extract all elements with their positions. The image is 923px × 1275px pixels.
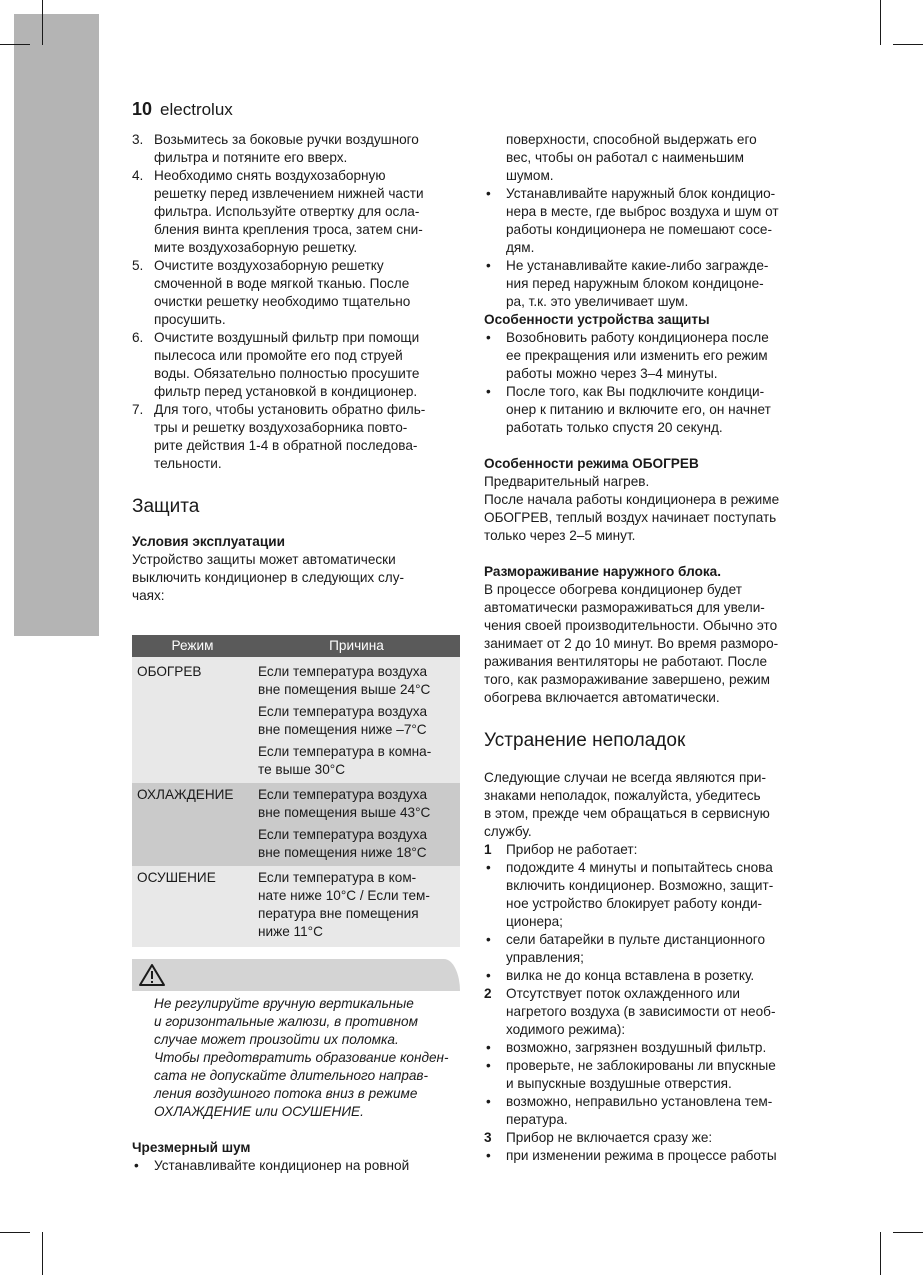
text-line: работать только спустя 20 секунд. <box>506 420 723 435</box>
text-line: пература вне помещения <box>258 906 419 921</box>
text-line: работы кондиционера не помешают сосе- <box>506 222 772 237</box>
text-line: Устройство защиты может автоматически <box>132 552 396 567</box>
text-line: вне помещения выше 43°C <box>258 805 431 820</box>
text-line: После начала работы кондиционера в режиме <box>484 492 780 507</box>
text-line: • вилка не до конца вставлена в розетку. <box>506 968 755 983</box>
text-line: очистки решетку необходимо тщательно <box>154 294 411 309</box>
text-line: чаях: <box>132 588 165 603</box>
text-line: тельности. <box>154 456 222 471</box>
heat-text <box>484 473 814 545</box>
text-line: ОБОГРЕВ, теплый воздух начинает поступать <box>484 510 777 525</box>
table-row <box>132 657 460 703</box>
text-line: Отсутствует поток охлажденного или <box>506 986 740 1001</box>
table-row <box>132 866 460 947</box>
crop-mark <box>893 1232 923 1233</box>
crop-mark <box>42 1232 43 1275</box>
cell-mode <box>132 826 253 866</box>
cell-mode: ОХЛАЖДЕНИЕ <box>132 783 253 826</box>
text-line: нера в месте, где выброс воздуха и шум от <box>506 204 779 219</box>
text-line: выключить кондиционер в следующих слу- <box>132 570 405 585</box>
text-line: нате ниже 10°C / Если тем- <box>258 888 430 903</box>
cell-reason <box>253 657 460 703</box>
text-line: Предварительный нагрев. <box>484 474 650 489</box>
text-line: • подождите 4 минуты и попытайтесь снова <box>506 860 773 875</box>
defrost-text <box>484 581 814 707</box>
step-item <box>132 329 462 401</box>
noise-continued <box>484 131 814 185</box>
text-line: решетку перед извлечением нижней части <box>154 186 424 201</box>
text-line: Следующие случаи не всегда являются при- <box>484 770 766 785</box>
text-line: В процессе обогрева кондиционер будет <box>484 582 742 597</box>
text-line: занимает от 2 до 10 минут. Во время разморо- <box>484 636 779 651</box>
text-line: фильтра и потяните его вверх. <box>154 150 348 165</box>
list-item <box>484 931 814 967</box>
text-line: дям. <box>506 240 535 255</box>
step-number: 6. <box>132 330 144 345</box>
text-line: Прибор не работает: <box>506 842 638 857</box>
text-line: Не регулируйте вручную вертикальные <box>154 996 414 1011</box>
text-line: • возможно, неправильно установлена тем- <box>506 1094 773 1109</box>
text-line: Очистите воздушный фильтр при помощи <box>154 330 420 345</box>
text-line: ее прекращения или изменить его режим <box>506 348 768 363</box>
crop-mark <box>42 0 43 45</box>
table-row <box>132 703 460 743</box>
cell-reason <box>253 743 460 783</box>
text-line: Если температура воздуха <box>258 827 427 842</box>
text-line: Возьмитесь за боковые ручки воздушного <box>154 132 419 147</box>
text-line: рите действия 1-4 в обратной последова- <box>154 438 418 453</box>
text-line: и выпускные воздушные отверстия. <box>506 1076 732 1091</box>
text-line: работы можно через 3–4 минуты. <box>506 366 718 381</box>
trouble-item-number: 2 <box>484 986 492 1001</box>
text-line: бления винта крепления троса, затем сни- <box>154 222 423 237</box>
text-line: Если температура в ком- <box>258 870 417 885</box>
list-item <box>484 967 814 985</box>
text-line: поверхности, способной выдержать его <box>506 132 757 147</box>
step-item <box>132 401 462 473</box>
text-line: Если температура воздуха <box>258 664 427 679</box>
warning-text <box>132 995 462 1121</box>
text-line: пылесоса или промойте его под струей <box>154 348 403 363</box>
text-line: шумом. <box>506 168 554 183</box>
text-line: вне помещения выше 24°C <box>258 682 431 697</box>
text-line: фильтр перед установкой в кондиционер. <box>154 384 418 399</box>
text-line: Если температура в комна- <box>258 744 432 759</box>
trouble-intro <box>484 769 814 841</box>
text-line: ра, т.к. это увеличивает шум. <box>506 294 689 309</box>
text-line: включить кондиционер. Возможно, защит- <box>506 878 774 893</box>
text-line: вне помещения ниже –7°C <box>258 722 427 737</box>
text-line: управления; <box>506 950 584 965</box>
text-line: фильтра. Используйте отвертку для осла- <box>154 204 420 219</box>
text-line: чения своей производительности. Обычно это <box>484 618 778 633</box>
crop-mark <box>880 1232 881 1275</box>
text-line: • возможно, загрязнен воздушный фильтр. <box>506 1040 767 1055</box>
protect-bullets <box>484 329 814 437</box>
list-item <box>484 1057 814 1093</box>
text-line: Чтобы предотвратить образование конден- <box>154 1050 449 1065</box>
cell-reason <box>253 783 460 826</box>
text-line: того, как размораживание завершено, режим <box>484 672 770 687</box>
text-line: сата не допускайте длительного направ- <box>154 1068 429 1083</box>
text-line: Для того, чтобы установить обратно филь- <box>154 402 426 417</box>
list-item <box>484 185 814 257</box>
step-number: 7. <box>132 402 144 417</box>
text-line: раживания вентиляторы не работают. После <box>484 654 768 669</box>
brand-name: electrolux <box>160 100 233 119</box>
cell-mode: ОСУШЕНИЕ <box>132 866 253 947</box>
text-line: Если температура воздуха <box>258 787 427 802</box>
noise-title: Чрезмерный шум <box>132 1140 251 1155</box>
trouble-item-number: 3 <box>484 1130 492 1145</box>
text-line: • Устанавливайте наружный блок кондицио- <box>506 186 776 201</box>
section-title-protection: Защита <box>132 496 200 517</box>
steps-list <box>132 131 462 473</box>
left-column <box>132 131 462 1175</box>
cell-mode: ОБОГРЕВ <box>132 657 253 703</box>
crop-mark <box>0 44 30 45</box>
col-mode-header: Режим <box>132 635 253 657</box>
cell-mode <box>132 703 253 743</box>
page-number: 10 <box>132 99 153 119</box>
trouble-item-number: 1 <box>484 842 492 857</box>
step-item <box>132 257 462 329</box>
table-row <box>132 743 460 783</box>
cell-mode <box>132 743 253 783</box>
text-line: знаками неполадок, пожалуйста, убедитесь <box>484 788 761 803</box>
heat-title: Особенности режима ОБОГРЕВ <box>484 456 699 471</box>
warning-bar <box>132 959 460 991</box>
trouble-items <box>484 841 814 1165</box>
text-line: и горизонтальные жалюзи, в противном <box>154 1014 418 1029</box>
defrost-title: Размораживание наружного блока. <box>484 564 722 579</box>
text-line: Необходимо снять воздухозаборную <box>154 168 386 183</box>
step-number: 4. <box>132 168 144 183</box>
table-row <box>132 826 460 866</box>
text-line: тры и решетку воздухозаборника повто- <box>154 420 408 435</box>
text-line: обогрева включается автоматически. <box>484 690 720 705</box>
text-line: • Возобновить работу кондиционера после <box>506 330 769 345</box>
text-line: • проверьте, не заблокированы ли впускные <box>506 1058 776 1073</box>
protection-table <box>132 635 460 947</box>
conditions-text <box>132 551 462 605</box>
list-item <box>484 329 814 383</box>
list-item <box>484 1093 814 1129</box>
table-header <box>132 635 460 657</box>
text-line: онер к питанию и включите его, он начнет <box>506 402 771 417</box>
side-tab <box>14 14 99 636</box>
list-item <box>484 859 814 931</box>
list-item: • Устанавливайте кондиционер на ровной <box>132 1157 462 1175</box>
list-item <box>484 1147 814 1165</box>
text-line: ния перед наружным блоком кондицоне- <box>506 276 764 291</box>
section-title-troubleshooting: Устранение неполадок <box>484 730 686 751</box>
noise-bullets <box>484 185 814 311</box>
crop-mark <box>0 1232 30 1233</box>
crop-mark <box>880 0 881 45</box>
trouble-item-title <box>484 985 814 1039</box>
text-line: те выше 30°C <box>258 762 346 777</box>
text-line: ходимого режима): <box>506 1022 626 1037</box>
text-line: мите воздухозаборную решетку. <box>154 240 358 255</box>
text-line: пература. <box>506 1112 568 1127</box>
conditions-title: Условия эксплуатации <box>132 534 285 549</box>
text-line: Прибор не включается сразу же: <box>506 1130 713 1145</box>
step-item <box>132 131 462 167</box>
list-item <box>484 1039 814 1057</box>
step-item <box>132 167 462 257</box>
text-line: ления воздушного потока вниз в режиме <box>154 1086 418 1101</box>
step-number: 5. <box>132 258 144 273</box>
right-column <box>484 131 814 1165</box>
cell-reason <box>253 826 460 866</box>
text-line: ционера; <box>506 914 563 929</box>
text-line: ное устройство блокирует работу конди- <box>506 896 763 911</box>
text-line: ОХЛАЖДЕНИЕ или ОСУШЕНИЕ. <box>154 1104 364 1119</box>
text-line: просушить. <box>154 312 226 327</box>
text-line: вес, чтобы он работал с наименьшим <box>506 150 744 165</box>
text-line: • Не устанавливайте какие-либо загражде- <box>506 258 769 273</box>
text-line: воды. Обязательно полностью просушите <box>154 366 420 381</box>
step-number: 3. <box>132 132 144 147</box>
cell-reason <box>253 703 460 743</box>
trouble-item-title <box>484 841 814 859</box>
text-line: смоченной в воде мягкой тканью. После <box>154 276 410 291</box>
cell-reason <box>253 866 460 947</box>
table-row <box>132 783 460 826</box>
page-header <box>132 99 233 120</box>
text-line: автоматически размораживаться для увели- <box>484 600 765 615</box>
text-line: • при изменении режима в процессе работы <box>506 1148 777 1163</box>
text-line: • сели батарейки в пульте дистанционного <box>506 932 766 947</box>
col-reason-header: Причина <box>253 635 460 657</box>
text-line: • После того, как Вы подключите кондици- <box>506 384 765 399</box>
text-line: вне помещения ниже 18°C <box>258 845 427 860</box>
crop-mark <box>893 44 923 45</box>
list-item <box>484 257 814 311</box>
trouble-item-title <box>484 1129 814 1147</box>
warning-icon <box>138 963 166 987</box>
text-line: нагретого воздуха (в зависимости от необ- <box>506 1004 776 1019</box>
text-line: Очистите воздухозаборную решетку <box>154 258 384 273</box>
text-line: только через 2–5 минут. <box>484 528 636 543</box>
text-line: ниже 11°C <box>258 924 323 939</box>
list-item <box>484 383 814 437</box>
text-line: Если температура воздуха <box>258 704 427 719</box>
text-line: случае может произойти их поломка. <box>154 1032 399 1047</box>
text-line: в этом, прежде чем обращаться в сервисную <box>484 806 770 821</box>
text-line: службу. <box>484 824 532 839</box>
protect-features-title: Особенности устройства защиты <box>484 312 710 327</box>
